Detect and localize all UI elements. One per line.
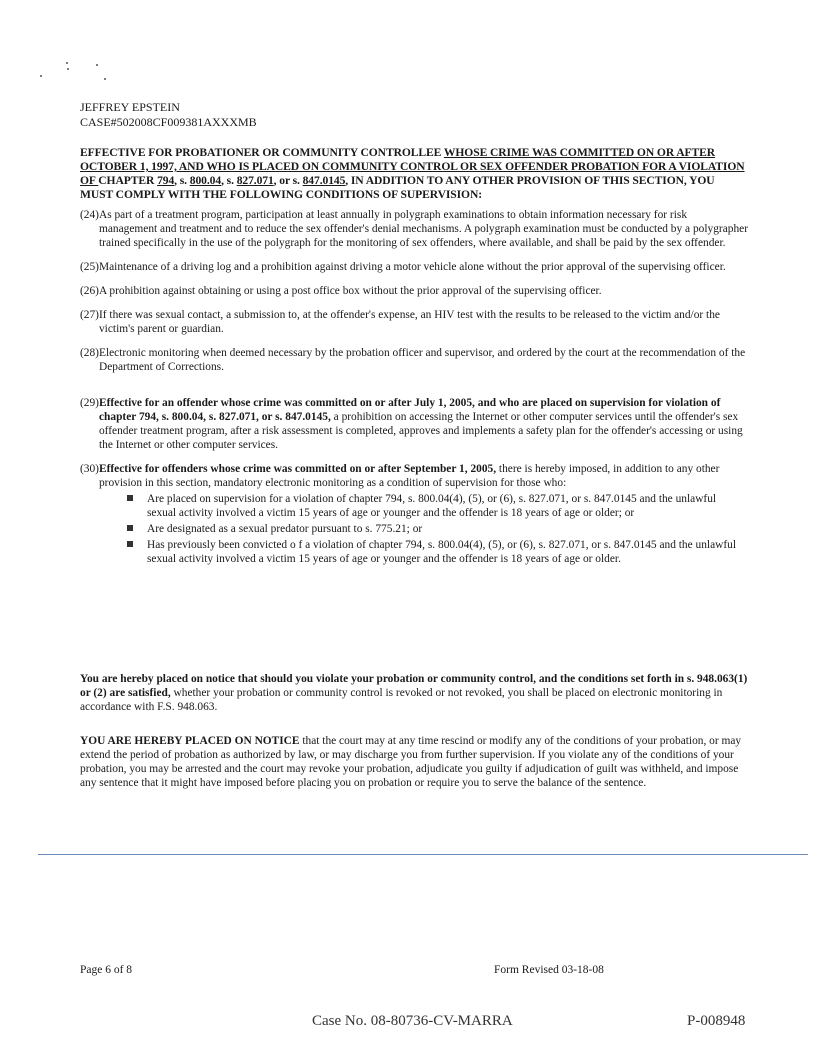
intro-s827071: 827.071 [236, 174, 274, 187]
intro-sep: , s. [221, 174, 237, 187]
condition-number: (29) [80, 397, 99, 409]
conditions-intro [80, 146, 748, 202]
condition-number: (27) [80, 309, 99, 321]
scan-speck [96, 64, 98, 66]
case-number: CASE#502008CF009381AXXXMB [80, 115, 257, 129]
electronic-monitoring-notice [80, 672, 748, 714]
condition-rest: a prohibition on accessing the Internet or other computer services until the offender's sex offender treatment program, after a risk assessment is completed, approves and implements a safety plan for the offender's accessing or using the Internet or other computer services. [98, 411, 743, 451]
document-header [80, 100, 257, 130]
condition-rest: there is hereby imposed, in addition to any other provision in this section, mandatory electronic monitoring as a condition of supervision for those who: [98, 463, 720, 489]
condition-number: (24) [80, 209, 99, 221]
court-case-stamp: Case No. 08-80736-CV-MARRA [312, 1013, 513, 1029]
list-item-text: Has previously been convicted o f a violation of chapter 794, s. 800.04(4), (5), or (6), s. 827.071, or s. 847.0145 and the unlawful sexual activity involved a victim 15 years of age or younger and the offender is 18 years of age or older. [146, 539, 737, 565]
condition-30 [80, 462, 748, 568]
intro-lead: EFFECTIVE FOR PROBATIONER OR COMMUNITY CONTROLLEE [80, 146, 444, 159]
condition-28 [80, 346, 748, 374]
bullet-icon [127, 541, 133, 547]
court-authority-notice [80, 734, 748, 790]
condition-24 [80, 208, 748, 250]
intro-sep: , or s. [273, 174, 303, 187]
list-item-text: Are placed on supervision for a violation of chapter 794, s. 800.04(4), (5), or (6), s. 827.071, or s. 847.0145 and the unlawful sexual activity involved a victim 15 years of age or younger and the offender is 18 years of age or older; or [146, 493, 717, 519]
scan-speck [66, 62, 68, 64]
intro-underlined: WHOSE CRIME WAS COMMITTED ON OR AFTER OCTOBER 1, 1997, AND WHO IS PLACED ON COMMUNITY CONTROL OR SEX OFFENDER PROBATION FOR A VIOLATION OF [80, 146, 745, 187]
condition-26 [80, 284, 748, 298]
intro-tail: , IN ADDITION TO ANY OTHER PROVISION OF THIS SECTION, YOU MUST COMPLY WITH THE FOLLOWING CONDITIONS OF SUPERVISION: [80, 174, 715, 201]
condition-number: (28) [80, 347, 99, 359]
notice-bold-lead: You are hereby placed on notice that should you violate your probation or community control, and the conditions set forth in s. 948.063(1) or (2) are satisfied, [80, 673, 748, 699]
bullet-icon [127, 495, 133, 501]
condition-text: Maintenance of a driving log and a prohibition against driving a motor vehicle alone without the prior approval of the supervising officer. [98, 261, 726, 273]
condition-text: If there was sexual contact, a submission to, at the offender's expense, an HIV test with the results to be released to the victim and/or the victim's parent or guardian. [98, 309, 720, 335]
scan-speck [67, 68, 69, 70]
condition-27 [80, 308, 748, 336]
condition-25 [80, 260, 748, 274]
conditions-list [80, 208, 748, 578]
condition-number: (30) [80, 463, 99, 475]
section-divider [38, 854, 808, 855]
condition-number: (26) [80, 285, 99, 297]
scan-speck [104, 78, 106, 80]
condition-bold-lead: Effective for offenders whose crime was committed on or after September 1, 2005, [98, 463, 497, 475]
intro-chapter: CHAPTER [98, 174, 158, 187]
condition-text [99, 462, 748, 568]
defendant-name: JEFFREY EPSTEIN [80, 100, 180, 114]
scan-speck [40, 75, 42, 77]
bates-number: P-008948 [687, 1013, 746, 1029]
condition-number: (25) [80, 261, 99, 273]
page-number: Page 6 of 8 [80, 964, 133, 976]
condition-text [99, 396, 748, 452]
list-item [127, 538, 748, 566]
condition-29 [80, 396, 748, 452]
monitoring-criteria-list [99, 492, 748, 566]
condition-text: As part of a treatment program, participation at least annually in polygraph examinations to obtain information necessary for risk management and treatment and to reduce the sex offender's denial mechanisms. A polygraph examination must be conducted by a polygrapher trained specifically in the use of the polygraph for the monitoring of sex offenders, where available, and shall be paid by the sex offender. [98, 209, 748, 249]
list-item [127, 492, 748, 520]
intro-ch794: 794 [157, 174, 175, 187]
notice-bold-lead: YOU ARE HEREBY PLACED ON NOTICE [80, 735, 300, 747]
notice-text: whether your probation or community control is revoked or not revoked, you shall be placed on electronic monitoring in accordance with F.S. 948.063. [80, 687, 723, 713]
intro-s8470145: 847.0145 [302, 174, 346, 187]
intro-s80004: 800.04 [189, 174, 222, 187]
notice-text: that the court may at any time rescind or modify any of the conditions of your probation, or may extend the period of probation as authorized by law, or may discharge you from further supervision. If you violate any of the conditions of your probation, you may be arrested and the court may revoke your probation, adjudicate you guilty if adjudication of guilt was withheld, and impose any sentence that it might have imposed before placing you on probation or require you to serve the balance of the sentence. [80, 735, 742, 789]
form-revision: Form Revised 03-18-08 [494, 964, 604, 976]
bullet-icon [127, 525, 133, 531]
condition-bold-lead: Effective for an offender whose crime was committed on or after July 1, 2005, and who are placed on supervision for violation of chapter 794, s. 800.04, s. 827.071, or s. 847.0145, [98, 397, 721, 423]
list-item [127, 522, 748, 536]
intro-sep: , s. [174, 174, 190, 187]
list-item-text: Are designated as a sexual predator pursuant to s. 775.21; or [146, 523, 423, 535]
condition-text: A prohibition against obtaining or using a post office box without the prior approval of the supervising officer. [98, 285, 602, 297]
condition-text: Electronic monitoring when deemed necessary by the probation officer and supervisor, and ordered by the court at the recommendation of the Department of Corrections. [98, 347, 746, 373]
